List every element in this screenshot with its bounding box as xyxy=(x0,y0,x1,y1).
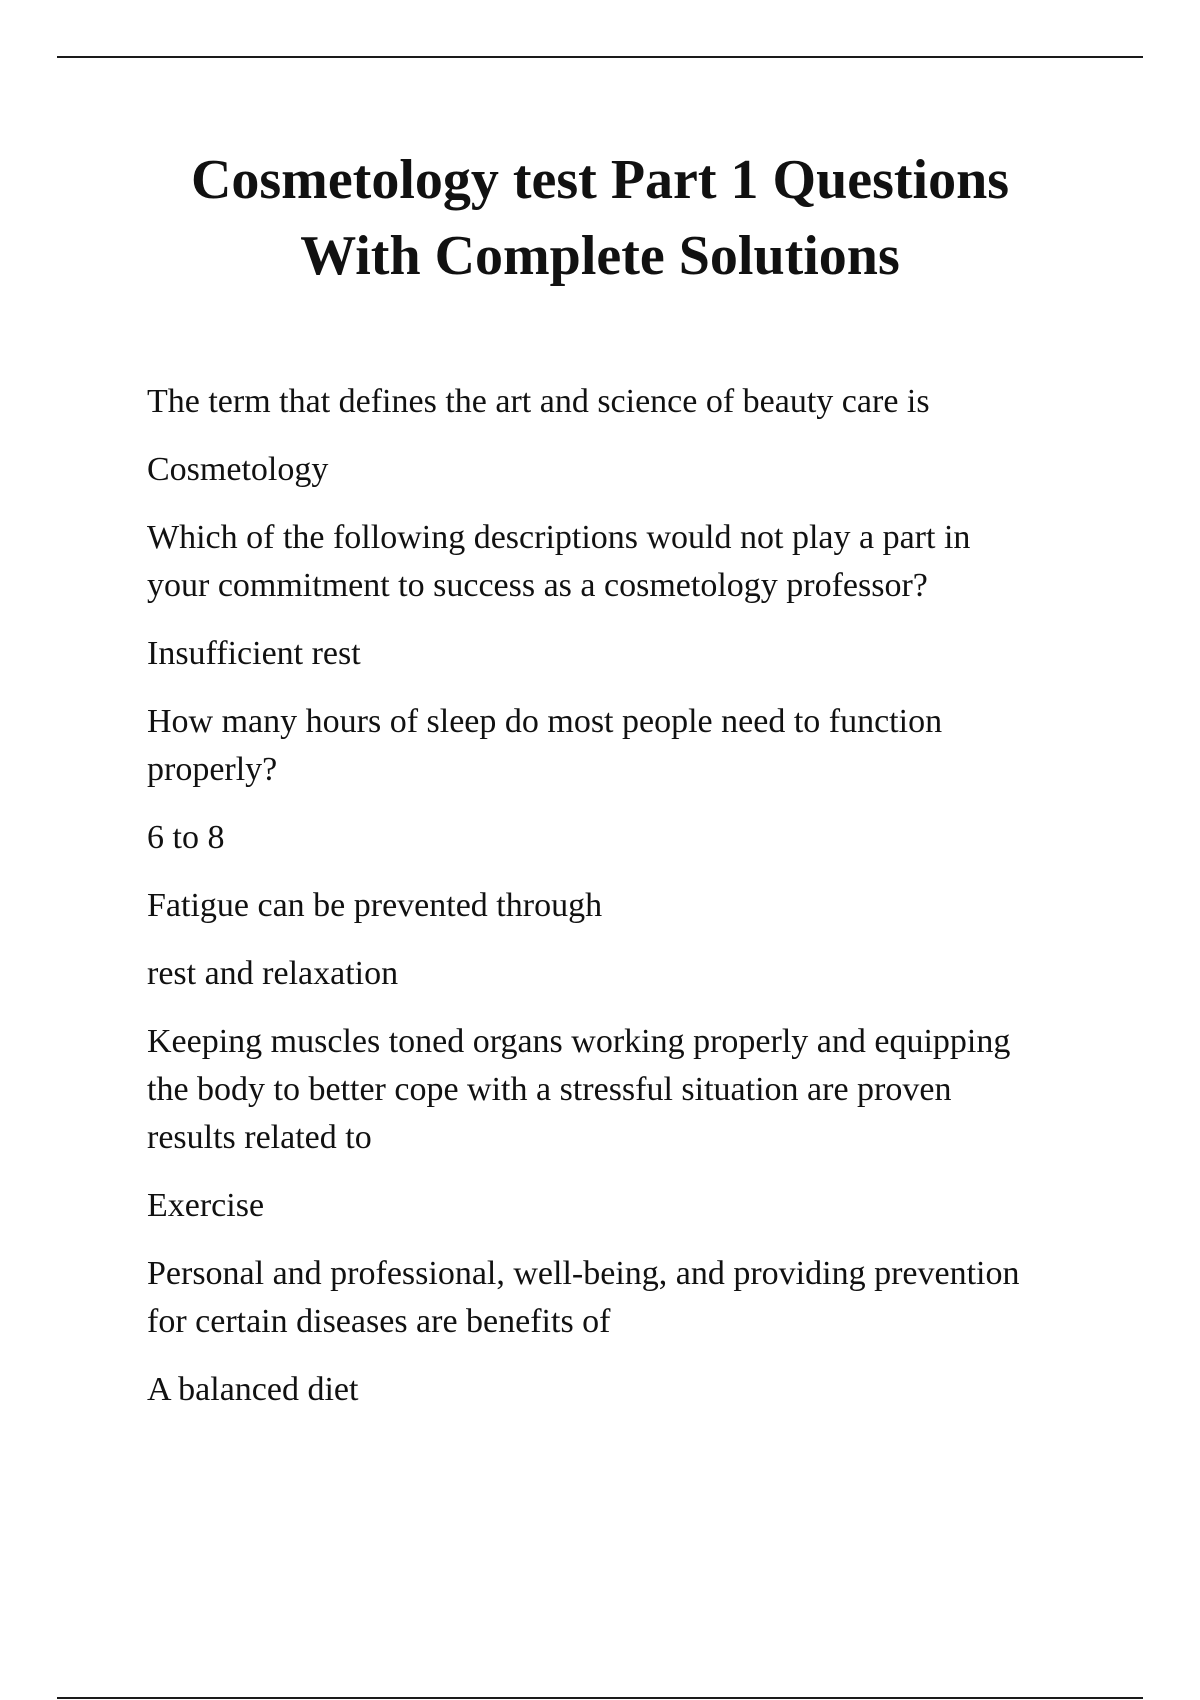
answer-1: Cosmetology xyxy=(147,451,329,488)
question-1: The term that defines the art and science of beauty care is xyxy=(147,383,930,420)
bottom-rule xyxy=(57,1697,1143,1699)
title-line: Cosmetology test Part 1 Questions xyxy=(190,149,1010,211)
question-answer-list xyxy=(147,378,1107,1434)
question-2: Which of the following descriptions would not play a part in your commitment to success as a cosmetology professor? xyxy=(147,519,971,604)
document-title xyxy=(120,142,1080,294)
question-6: Personal and professional, well-being, and providing prevention for certain diseases are benefits of xyxy=(147,1255,1020,1340)
question-5: Keeping muscles toned organs working properly and equipping the body to better cope with a stressful situation are proven results related to xyxy=(147,1023,1011,1156)
question-4: Fatigue can be prevented through xyxy=(147,887,603,924)
answer-6: A balanced diet xyxy=(147,1371,359,1408)
answer-3: 6 to 8 xyxy=(147,819,225,856)
answer-4: rest and relaxation xyxy=(147,955,399,992)
answer-5: Exercise xyxy=(147,1187,265,1224)
answer-2: Insufficient rest xyxy=(147,635,361,672)
top-rule xyxy=(57,56,1143,58)
title-line: With Complete Solutions xyxy=(300,225,900,287)
question-3: How many hours of sleep do most people need to function properly? xyxy=(147,703,943,788)
